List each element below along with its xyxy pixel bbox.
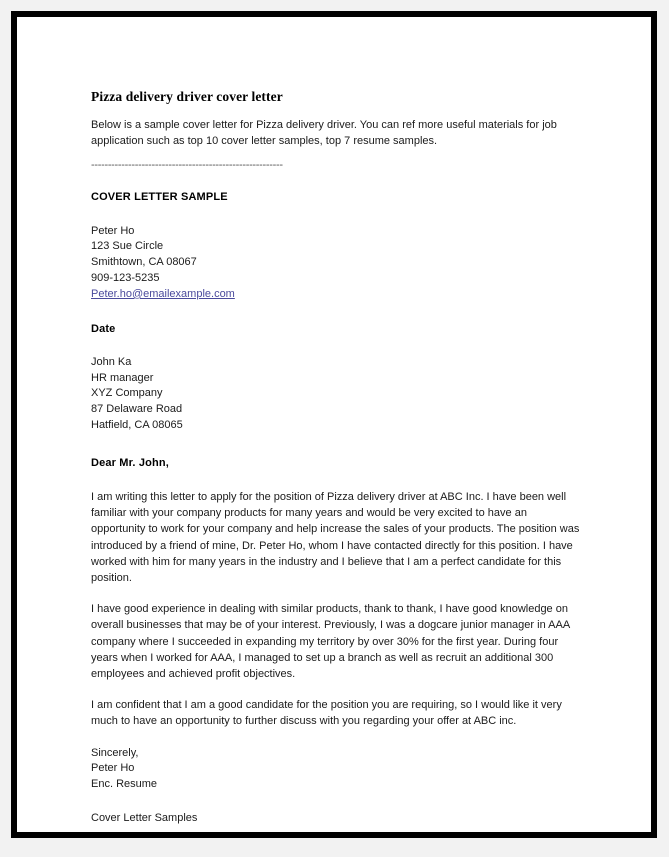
spacer — [91, 682, 583, 697]
spacer — [91, 730, 583, 746]
recipient-company: XYZ Company — [91, 387, 163, 400]
closing-block — [91, 746, 583, 793]
dashed-divider: --------------------------------------------------------- — [91, 159, 283, 172]
sender-address-block — [91, 224, 583, 303]
spacer — [91, 793, 583, 811]
sender-email-link[interactable]: Peter.ho@emailexample.com — [91, 287, 235, 300]
recipient-city-state-zip: Hatfield, CA 08065 — [91, 418, 183, 431]
sender-name: Peter Ho — [91, 224, 135, 237]
body-paragraph-2: I have good experience in dealing with similar products, thank to thank, I have good knowledge on overall businesses that may be of your interest. Previously, I was a dogcare junior manager in AAA company where I succeeded in expanding my territory by over 30% for the first year. During four years when I worked for AAA, I managed to set up a branch as well as recruit an additional 300 employees and achieved profit objectives. — [91, 603, 570, 681]
sender-street: 123 Sue Circle — [91, 240, 164, 253]
spacer — [91, 434, 583, 455]
spacer — [91, 303, 583, 321]
date-label: Date — [91, 322, 116, 335]
closing-name: Peter Ho — [91, 762, 135, 775]
closing-enclosure: Enc. Resume — [91, 778, 158, 791]
document-content — [91, 89, 583, 827]
document-page-frame — [11, 11, 657, 838]
spacer — [91, 586, 583, 601]
intro-paragraph: Below is a sample cover letter for Pizza delivery driver. You can ref more useful materials for job application such as top 10 cover letter samples, top 7 resume samples. — [91, 119, 557, 148]
body-paragraph-1: I am writing this letter to apply for the position of Pizza delivery driver at ABC Inc. I have been well familiar with your company products for many years and would be very excited to have an opportunity to work for your company and help increase the sales of your products. The position was introduced by a friend of mine, Dr. Peter Ho, whom I have contacted directly for this position. I have worked with him for many years in the industry and I believe that I am a perfect candidate for this position. — [91, 490, 580, 584]
closing-sincerely: Sincerely, — [91, 746, 139, 759]
sender-phone: 909-123-5235 — [91, 272, 160, 284]
sample-section-heading: COVER LETTER SAMPLE — [91, 191, 228, 204]
spacer — [91, 471, 583, 489]
spacer — [91, 337, 583, 355]
salutation: Dear Mr. John, — [91, 456, 169, 469]
spacer — [91, 150, 583, 158]
recipient-street: 87 Delaware Road — [91, 403, 183, 416]
document-sheet — [17, 17, 651, 832]
page-title: Pizza delivery driver cover letter — [91, 89, 283, 104]
spacer — [91, 173, 583, 189]
recipient-name: John Ka — [91, 355, 132, 368]
body-paragraph-3: I am confident that I am a good candidate for the position you are requiring, so I would like it very much to have an opportunity to further discuss with you regarding your offer at ABC inc. — [91, 699, 562, 728]
recipient-address-block — [91, 355, 583, 434]
spacer — [91, 206, 583, 224]
footer-text: Cover Letter Samples — [91, 812, 198, 825]
recipient-title: HR manager — [91, 371, 154, 384]
sender-city-state-zip: Smithtown, CA 08067 — [91, 256, 197, 269]
